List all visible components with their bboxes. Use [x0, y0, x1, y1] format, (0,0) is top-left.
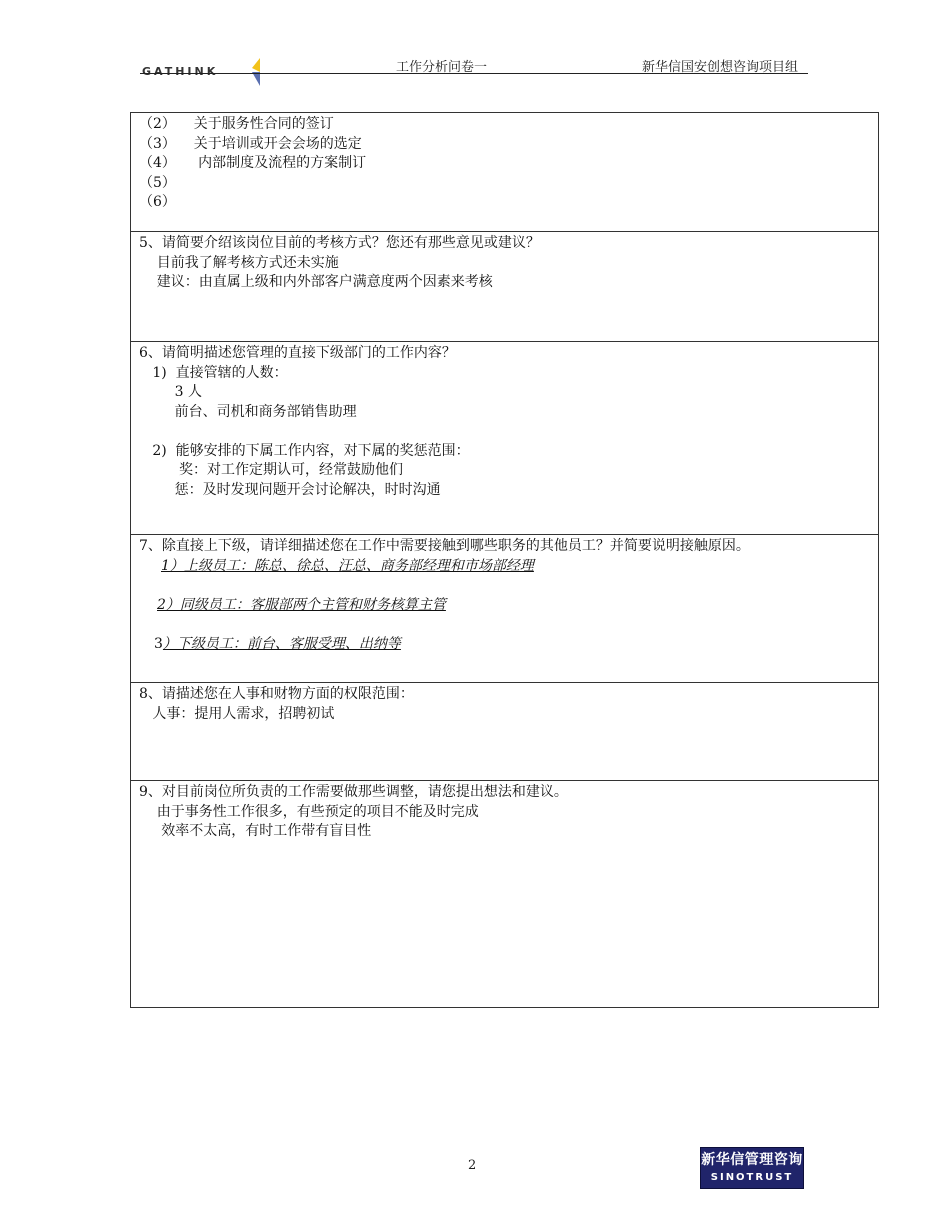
- section-4-cell: [131, 113, 879, 232]
- table-row-s5: [131, 232, 879, 342]
- section-5-cell: [131, 232, 879, 342]
- table-row-s8: [131, 683, 879, 781]
- spacer: [139, 422, 870, 442]
- document-title: 工作分析问卷一: [396, 60, 488, 75]
- section-5-question: 5、请简要介绍该岗位目前的考核方式？您还有那些意见或建议？: [139, 235, 540, 251]
- section-5-answer: 目前我了解考核方式还未实施: [139, 254, 339, 271]
- list-item: （5）: [139, 174, 176, 191]
- brand-chinese-name: 新华信管理咨询: [701, 1152, 803, 1168]
- section-7-item-2: 2）同级员工：客服部两个主管和财务核算主管: [157, 596, 446, 613]
- questionnaire-table: [130, 112, 879, 1008]
- list-item: （2） 关于服务性合同的签订: [139, 116, 334, 132]
- section-9-answer: 由于事务性工作很多，有些预定的项目不能及时完成: [139, 803, 479, 820]
- page-number: 2: [468, 1158, 477, 1173]
- section-8-cell: [131, 683, 879, 781]
- section-8-answer: 人事：提用人需求，招聘初试: [139, 705, 335, 722]
- section-7-question: 7、除直接上下级，请详细描述您在工作中需要接触到哪些职务的其他员工？并简要说明接触原因。: [139, 538, 750, 554]
- list-item: （6）: [139, 194, 176, 210]
- list-item: （4） 内部制度及流程的方案制订: [139, 155, 367, 171]
- section-7-item-1: 1）上级员工：陈总、徐总、汪总、商务部经理和市场部经理: [161, 557, 534, 574]
- section-9-answer: 效率不太高，有时工作带有盲目性: [139, 823, 372, 839]
- table-row-s9: [131, 781, 879, 1008]
- section-6-question: 6、请简明描述您管理的直接下级部门的工作内容？: [139, 345, 456, 361]
- section-7-item-3: ）下级员工：前台、客服受理、出纳等: [162, 635, 401, 652]
- header-divider: [140, 73, 808, 74]
- section-6-answer: 奖：对工作定期认可，经常鼓励他们: [139, 462, 404, 478]
- spacer: [139, 576, 870, 596]
- spacer: [139, 615, 870, 635]
- section-8-question: 8、请描述您在人事和财物方面的权限范围：: [139, 686, 414, 702]
- section-5-answer: 建议：由直属上级和内外部客户满意度两个因素来考核: [139, 274, 493, 290]
- organization-name: 新华信国安创想咨询项目组: [642, 60, 799, 75]
- brand-english-name: SINOTRUST: [710, 1172, 794, 1183]
- section-6-answer: 前台、司机和商务部销售助理: [139, 403, 357, 420]
- list-item: （3） 关于培训或开会会场的选定: [139, 135, 362, 152]
- table-row-s7: [131, 535, 879, 683]
- section-9-question: 9、对目前岗位所负责的工作需要做那些调整，请您提出想法和建议。: [139, 784, 568, 800]
- table-row-s4: [131, 113, 879, 232]
- section-9-cell: [131, 781, 879, 1008]
- section-7-cell: [131, 535, 879, 683]
- section-6-answer: 3 人: [139, 384, 202, 400]
- logo-wordmark: GATHINK: [142, 65, 219, 78]
- section-7-item-3-number: 3: [154, 635, 163, 652]
- section-6-subquestion-2: 2) 能够安排的下属工作内容，对下属的奖惩范围：: [139, 442, 470, 459]
- section-6-subquestion-1: 1) 直接管辖的人数：: [139, 364, 288, 381]
- table-row-s6: [131, 342, 879, 535]
- section-6-cell: [131, 342, 879, 535]
- section-6-answer: 惩：及时发现问题开会讨论解决，时时沟通: [139, 481, 441, 498]
- page-header: [0, 0, 950, 95]
- sinotrust-logo: [700, 1147, 804, 1189]
